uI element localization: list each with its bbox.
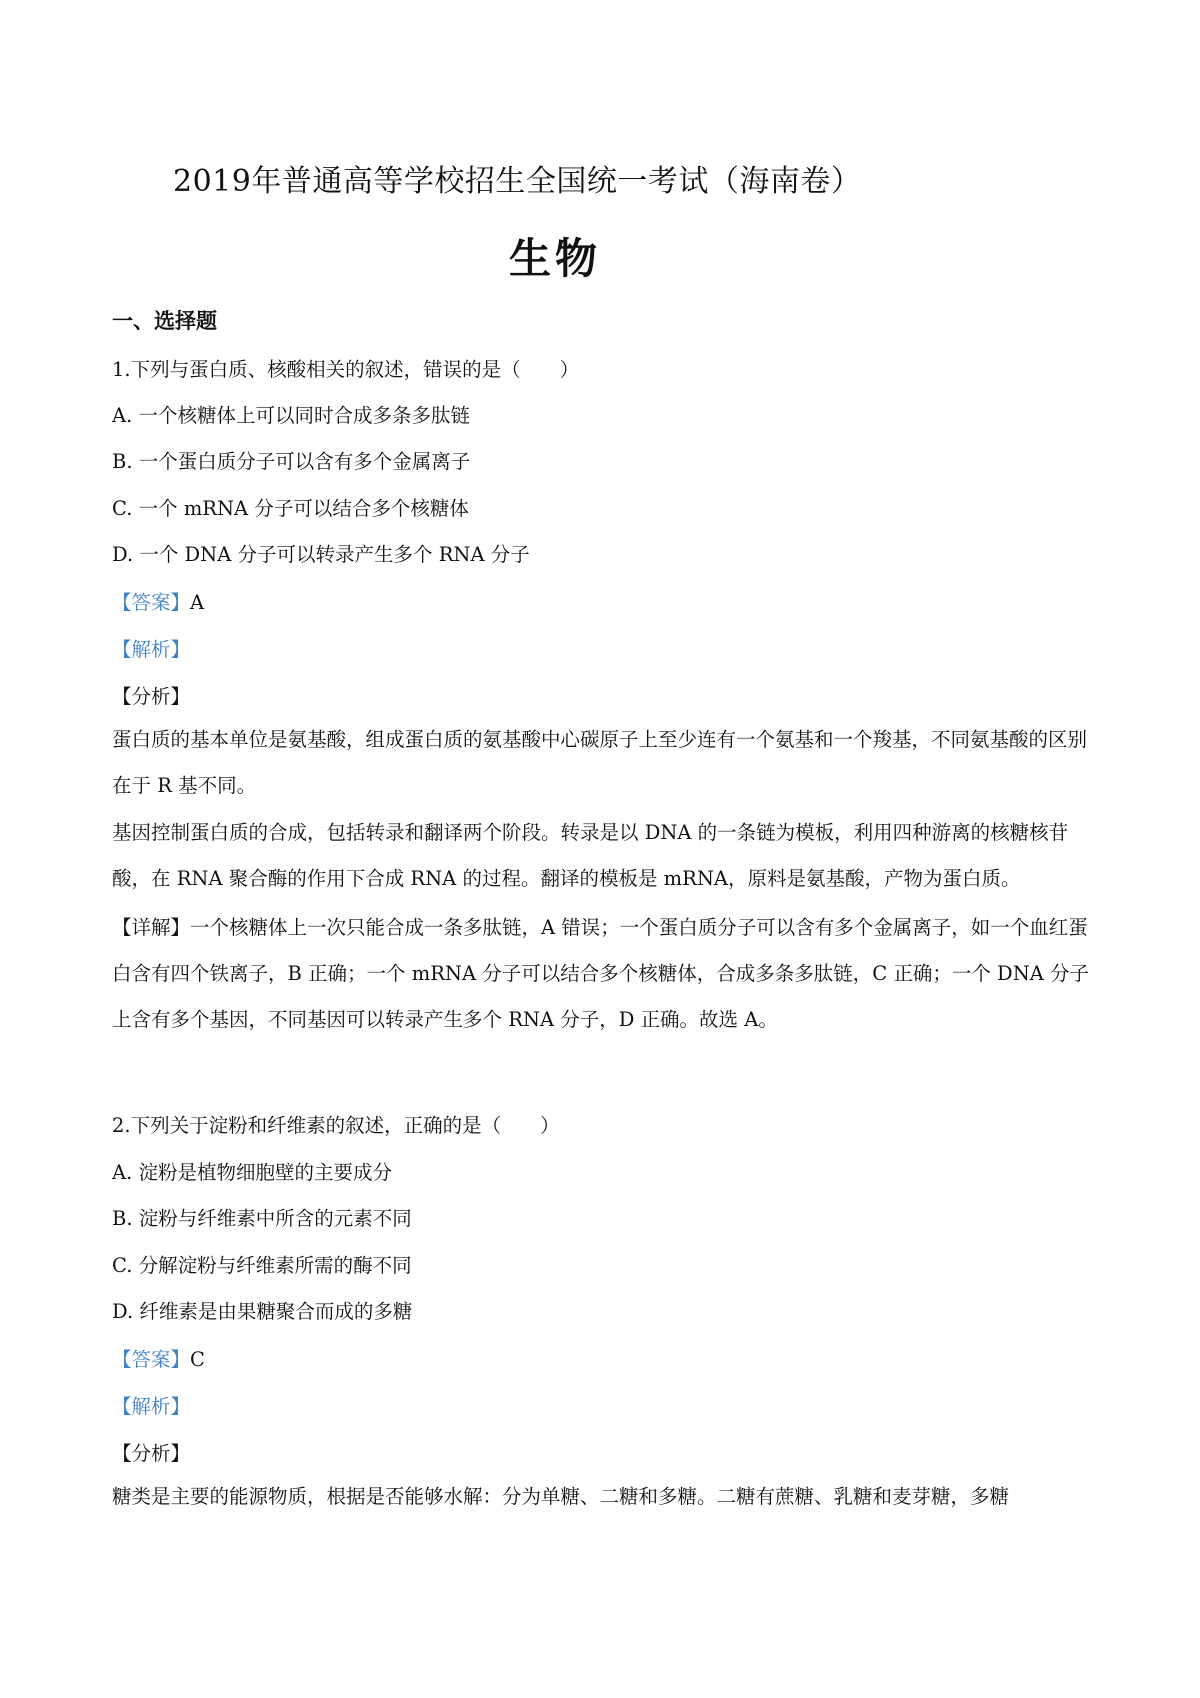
question-1-option-c: C. 一个 mRNA 分子可以结合多个核糖体 — [112, 497, 469, 520]
question-2-stem: 2.下列关于淀粉和纤维素的叙述，正确的是（ ） — [112, 1114, 560, 1137]
question-2-option-d: D. 纤维素是由果糖聚合而成的多糖 — [112, 1300, 413, 1323]
answer-value: A — [190, 591, 205, 614]
question-2-option-a: A. 淀粉是植物细胞壁的主要成分 — [112, 1161, 392, 1184]
question-1-analysis-tag: 【解析】 — [112, 638, 191, 661]
subject-title: 生物 — [508, 234, 601, 283]
question-1-stem: 1.下列与蛋白质、核酸相关的叙述，错误的是（ ） — [112, 358, 580, 381]
question-1-option-b: B. 一个蛋白质分子可以含有多个金属离子 — [112, 450, 471, 473]
question-1-option-d: D. 一个 DNA 分子可以转录产生多个 RNA 分子 — [112, 543, 530, 566]
question-1-fenxi-paragraph-1: 蛋白质的基本单位是氨基酸，组成蛋白质的氨基酸中心碳原子上至少连有一个氨基和一个羧基，不同氨基酸的区别在于 R 基不同。 — [112, 728, 1088, 797]
question-1-option-a: A. 一个核糖体上可以同时合成多条多肽链 — [112, 404, 470, 427]
answer-tag: 【答案】 — [112, 1348, 191, 1371]
question-2-option-b: B. 淀粉与纤维素中所含的元素不同 — [112, 1207, 412, 1230]
answer-tag: 【答案】 — [112, 591, 191, 614]
detail-text: 一个核糖体上一次只能合成一条多肽链，A 错误；一个蛋白质分子可以含有多个金属离子，如一个血红蛋白含有四个铁离子，B 正确；一个 mRNA 分子可以结合多个核糖体，合成多条多肽链，C 正确；一个 DNA 分子上含有多个基因，不同基因可以转录产生多个 RNA 分子，D 正确。故选 A。 — [112, 916, 1090, 1031]
question-2-answer — [112, 1344, 205, 1372]
question-1-fenxi-tag: 【分析】 — [112, 685, 191, 708]
question-2-fenxi-tag: 【分析】 — [112, 1442, 191, 1465]
question-1-answer — [112, 587, 204, 615]
detail-tag: 【详解】 — [112, 916, 191, 939]
section-title: 一、选择题 — [112, 309, 217, 333]
exam-title: 2019年普通高等学校招生全国统一考试（海南卷） — [173, 164, 862, 199]
answer-value: C — [190, 1348, 205, 1371]
question-2-analysis-tag: 【解析】 — [112, 1395, 191, 1418]
question-1-fenxi-paragraph-2: 基因控制蛋白质的合成，包括转录和翻译两个阶段。转录是以 DNA 的一条链为模板，利用四种游离的核糖核苷酸，在 RNA 聚合酶的作用下合成 RNA 的过程。翻译的模板是 mRNA，原料是氨基酸，产物为蛋白质。 — [112, 821, 1069, 890]
question-2-fenxi-paragraph-1: 糖类是主要的能源物质，根据是否能够水解：分为单糖、二糖和多糖。二糖有蔗糖、乳糖和麦芽糖，多糖 — [112, 1485, 1010, 1508]
question-2-option-c: C. 分解淀粉与纤维素所需的酶不同 — [112, 1254, 412, 1277]
question-1-detail — [112, 905, 1100, 1043]
